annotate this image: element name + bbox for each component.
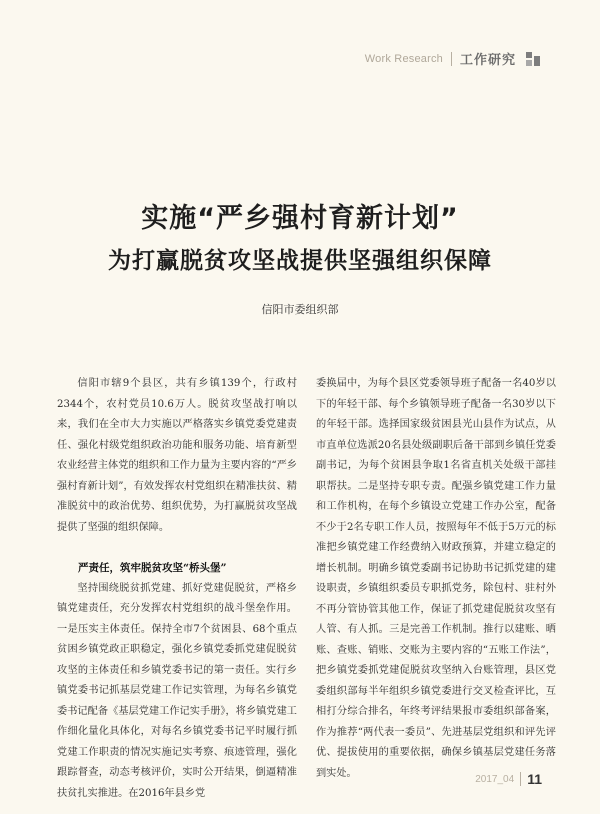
section-name-en: Work Research bbox=[364, 52, 443, 65]
section-header bbox=[365, 49, 540, 68]
issue-date: 2017_04 bbox=[475, 773, 515, 785]
article-author: 信阳市委组织部 bbox=[261, 303, 339, 316]
page-number: 11 bbox=[527, 771, 542, 787]
right-column bbox=[316, 374, 556, 784]
section-logo-icon bbox=[526, 52, 540, 66]
header-divider bbox=[451, 52, 452, 66]
left-column bbox=[57, 374, 297, 804]
body-paragraph-continued: 委换届中，为每个县区党委领导班子配备一名40岁以下的年轻干部、每个乡镇领导班子配备一名30岁以下的年轻干部。选择国家级贫困县光山县作为试点，从市直单位选派20名县处级副职后备干部到乡镇任党委副书记，为每个贫困县争取1名省直机关处级干部挂职帮扶。二是坚持专职专责。配强乡镇党建工作力量和工作机构，在每个乡镇设立党建工作办公室，配备不少于2名专职工作人员，按照每年不低于5万元的标准把乡镇党建工作经费纳入财政预算，并建立稳定的增长机制。明确乡镇党委副书记协助书记抓党建的建设职责，乡镇组织委员专职抓党务，除包村、驻村外不再分管协管其他工作，保证了抓党建促脱贫攻坚有人管、有人抓。三是完善工作机制。推行以建账、晒账、查账、销账、交账为主要内容的“五账工作法”，把乡镇党委抓党建促脱贫攻坚纳入台账管理，县区党委组织部每半年组织乡镇党委进行交叉检查评比，互相打分综合排名，年终考评结果报市委组织部备案，作为推荐“两代表一委员”、先进基层党组织和评先评优、提拔使用的重要依据，确保乡镇基层党建任务落到实处。 bbox=[316, 378, 556, 779]
section-name-cn: 工作研究 bbox=[459, 53, 516, 68]
article-subtitle: 为打赢脱贫攻坚战提供坚强组织保障 bbox=[108, 248, 492, 274]
intro-paragraph: 信阳市辖9个县区，共有乡镇139个，行政村2344个，农村党员10.6万人。脱贫攻坚战打响以来，我们在全市大力实施以严格落实乡镇党委党建责任、强化村级党组织政治功能和服务功能、培育新型农业经营主体党的组织和工作力量为主要内容的“严乡强村育新计划”，有效发挥农村党组织在精准扶贫、精准脱贫中的政治优势、组织优势，为打赢脱贫攻坚战提供了坚强的组织保障。 bbox=[57, 378, 297, 533]
section-heading: 严责任，筑牢脱贫攻坚“桥头堡” bbox=[78, 562, 227, 574]
footer-divider bbox=[520, 772, 521, 786]
article-title: 实施“严乡强村育新计划” bbox=[141, 203, 459, 234]
page-footer bbox=[475, 771, 542, 787]
body-paragraph: 坚持围绕脱贫抓党建、抓好党建促脱贫，严格乡镇党建责任，充分发挥农村党组织的战斗堡垒作用。一是压实主体责任。保持全市7个贫困县、68个重点贫困乡镇党政正职稳定，强化乡镇党委抓党建促脱贫攻坚的主体责任和乡镇党委书记的第一责任。实行乡镇党委书记抓基层党建工作记实管理，为每名乡镇党委书记配备《基层党建工作记实手册》，将乡镇党建工作细化量化具体化，对每名乡镇党委书记平时履行抓党建工作职责的情况实施记实考察、痕迹管理，强化跟踪督查，动态考核评价，实时公开结果，倒逼精准扶贫扎实推进。在2016年县乡党 bbox=[57, 582, 297, 799]
